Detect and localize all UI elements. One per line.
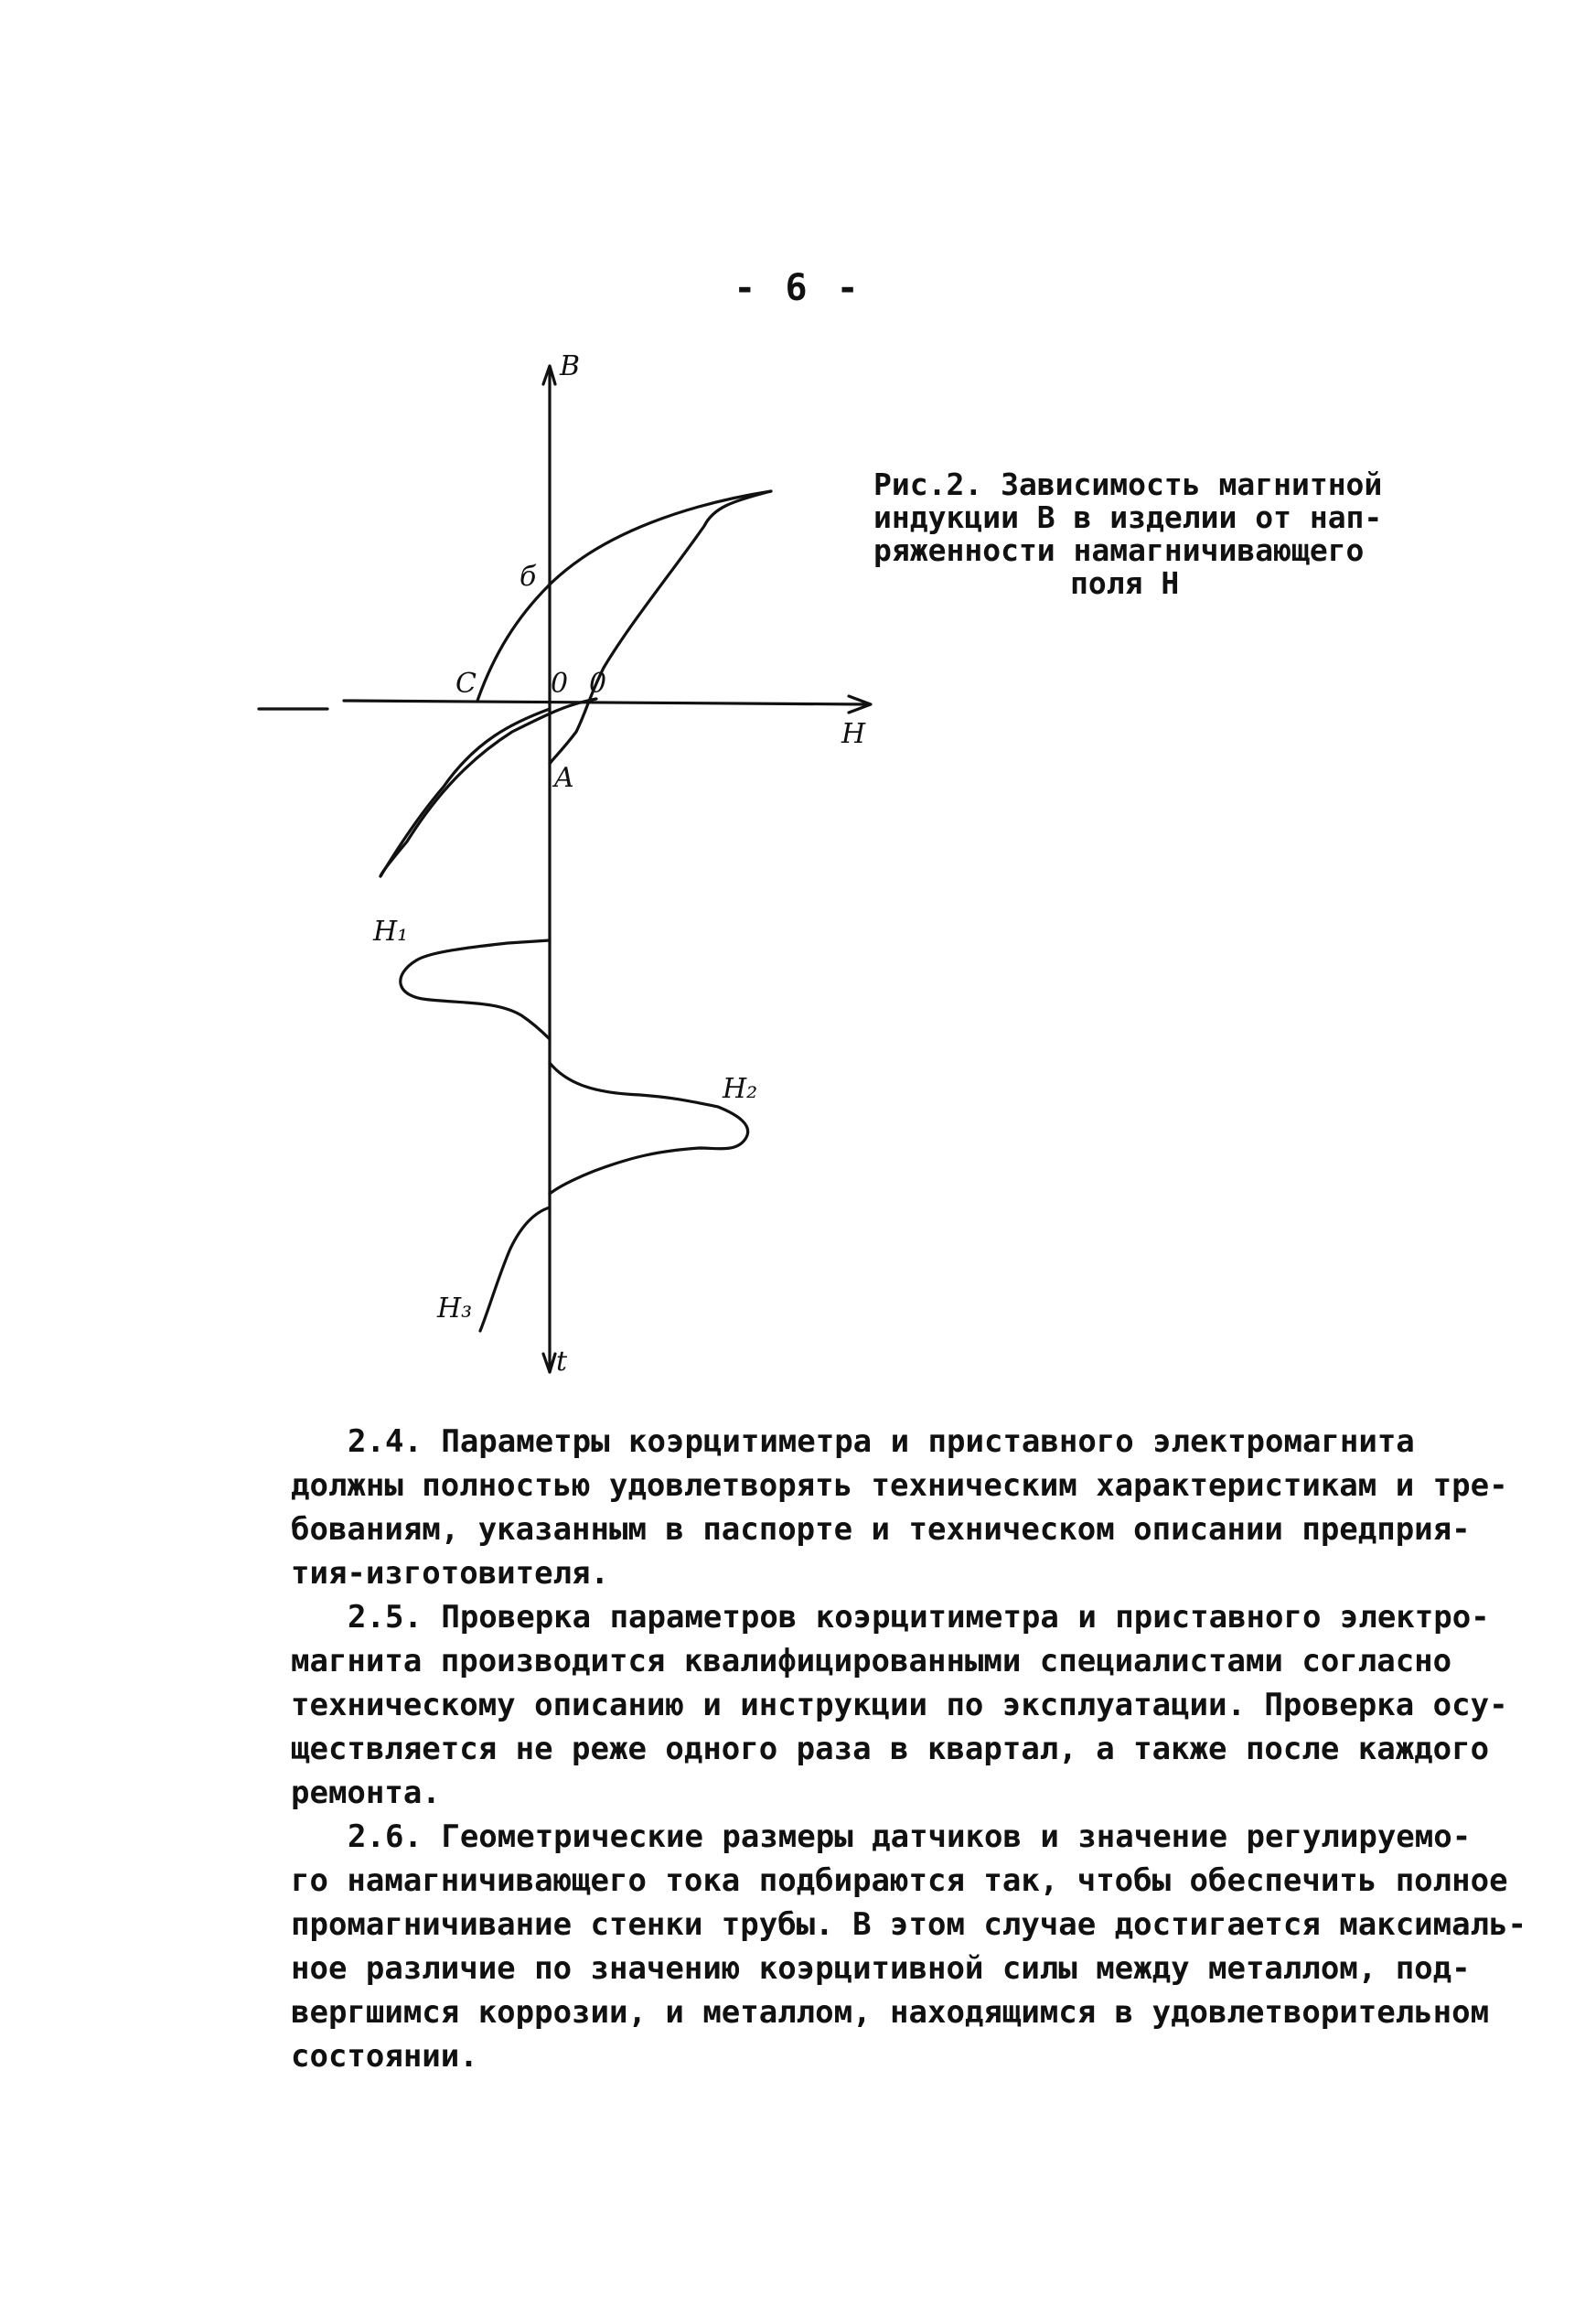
text-line: ремонта. (291, 1775, 441, 1811)
text-line: го намагничивающего тока подбираются так, чтобы обеспечить полное (291, 1862, 1508, 1899)
body-text (291, 1420, 1527, 2078)
caption-line: Рис.2. Зависимость магнитной (873, 467, 1383, 502)
point-b-label: б (520, 561, 537, 593)
point-a-label: A (554, 762, 574, 794)
text-line: бованиям, указанным в паспорте и техническом описании предприя- (291, 1511, 1471, 1548)
hysteresis-lower-left (380, 709, 550, 876)
hysteresis-upper-branch (477, 491, 771, 701)
h1-curve (401, 940, 550, 1039)
text-line: 2.4. Параметры коэрцитиметра и приставного электромагнита (348, 1423, 1415, 1460)
axis-t-label: t (556, 1346, 568, 1378)
text-line: должны полностью удовлетворять техническим характеристикам и тре- (291, 1467, 1508, 1504)
text-line: ное различие по значению коэрцитивной силы между металлом, под- (291, 1950, 1471, 1987)
caption-line: поля H (1070, 565, 1180, 601)
page-number: - 6 - (734, 267, 862, 309)
figure-caption (873, 468, 1441, 600)
hysteresis-right-branch (550, 491, 771, 764)
text-line: 2.6. Геометрические размеры датчиков и значение регулируемо- (348, 1818, 1472, 1855)
h3-curve (480, 1207, 550, 1331)
axis-h-label: H (841, 718, 866, 750)
paragraph-2-5 (291, 1595, 1508, 1815)
text-line: ществляется не реже одного раза в квартал, а также после каждого (291, 1731, 1490, 1767)
paragraph-2-4 (291, 1420, 1508, 1595)
text-line: состоянии. (291, 2038, 478, 2075)
h2-label: H₂ (723, 1073, 758, 1105)
h3-label: H₃ (437, 1293, 473, 1325)
caption-line: ряженности намагничивающего (873, 532, 1365, 568)
axis-b-label: B (560, 350, 581, 382)
point-c-label: C (455, 668, 477, 700)
h1-label: H₁ (373, 916, 409, 948)
text-line: 2.5. Проверка параметров коэрцитиметра и приставного электро- (348, 1599, 1490, 1636)
h2-curve (550, 1063, 748, 1194)
text-line: вергшимся коррозии, и металлом, находящимся в удовлетворительном (291, 1994, 1490, 2031)
point-0-right-label: 0 (589, 668, 607, 700)
caption-line: индукции B в изделии от нап- (873, 499, 1383, 535)
point-0-left-label: 0 (551, 668, 569, 700)
text-line: тия-изготовителя. (291, 1555, 609, 1592)
text-line: техническому описанию и инструкции по эксплуатации. Проверка осу- (291, 1687, 1508, 1723)
text-line: промагничивание стенки трубы. В этом случае достигается максималь- (291, 1906, 1527, 1943)
paragraph-2-6 (291, 1815, 1527, 2078)
text-line: магнита производится квалифицированными специалистами согласно (291, 1643, 1452, 1679)
